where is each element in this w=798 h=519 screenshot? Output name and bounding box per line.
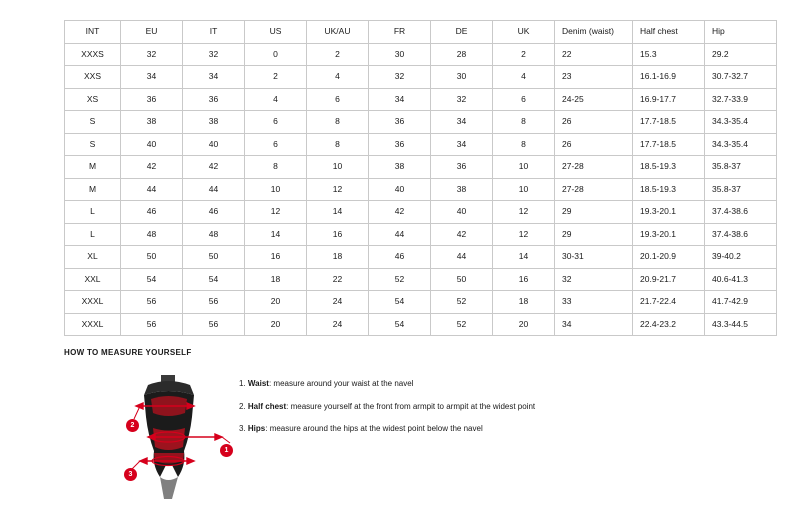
cell-uk-au: 18 [307, 246, 369, 269]
cell-it: 50 [183, 246, 245, 269]
cell-fr: 46 [369, 246, 431, 269]
cell-denim-waist: 26 [555, 133, 633, 156]
cell-half-chest: 19.3-20.1 [633, 223, 705, 246]
cell-half-chest: 17.7-18.5 [633, 111, 705, 134]
instruction-term-half-chest: Half chest [247, 401, 287, 411]
cell-uk-au: 24 [307, 313, 369, 336]
instruction-text-hips: : measure around the hips at the widest point below the navel [265, 424, 483, 434]
cell-denim-waist: 23 [555, 66, 633, 89]
table-row [65, 111, 777, 134]
column-header-de: DE [431, 21, 493, 44]
cell-fr: 42 [369, 201, 431, 224]
column-header-us: US [245, 21, 307, 44]
cell-us: 2 [245, 66, 307, 89]
cell-de: 30 [431, 66, 493, 89]
cell-us: 0 [245, 43, 307, 66]
cell-de: 34 [431, 133, 493, 156]
cell-half-chest: 17.7-18.5 [633, 133, 705, 156]
cell-hip: 35.8-37 [705, 156, 777, 179]
cell-hip: 34.3-35.4 [705, 133, 777, 156]
column-header-fr: FR [369, 21, 431, 44]
cell-uk-au: 12 [307, 178, 369, 201]
table-row [65, 178, 777, 201]
cell-int: L [65, 223, 121, 246]
cell-uk: 16 [493, 268, 555, 291]
table-header-row [65, 21, 777, 44]
size-chart-table [64, 20, 777, 336]
table-row [65, 246, 777, 269]
cell-hip: 34.3-35.4 [705, 111, 777, 134]
cell-eu: 42 [121, 156, 183, 179]
cell-it: 56 [183, 291, 245, 314]
cell-uk: 8 [493, 133, 555, 156]
badge-waist: 1 [220, 444, 233, 457]
cell-hip: 37.4-38.6 [705, 223, 777, 246]
cell-int: XS [65, 88, 121, 111]
cell-half-chest: 16.1-16.9 [633, 66, 705, 89]
table-row [65, 268, 777, 291]
cell-fr: 44 [369, 223, 431, 246]
cell-int: XXXL [65, 313, 121, 336]
cell-us: 20 [245, 291, 307, 314]
cell-eu: 50 [121, 246, 183, 269]
cell-eu: 48 [121, 223, 183, 246]
cell-hip: 29.2 [705, 43, 777, 66]
cell-uk: 10 [493, 156, 555, 179]
instruction-number-half-chest: 2. [239, 401, 246, 411]
cell-it: 32 [183, 43, 245, 66]
instruction-number-hips: 3. [239, 424, 246, 434]
instruction-text-waist: : measure around your waist at the navel [268, 379, 414, 388]
cell-denim-waist: 30-31 [555, 246, 633, 269]
cell-denim-waist: 26 [555, 111, 633, 134]
cell-it: 46 [183, 201, 245, 224]
cell-uk-au: 10 [307, 156, 369, 179]
cell-de: 36 [431, 156, 493, 179]
cell-us: 6 [245, 111, 307, 134]
cell-us: 6 [245, 133, 307, 156]
cell-de: 38 [431, 178, 493, 201]
list-item [239, 402, 759, 412]
cell-fr: 30 [369, 43, 431, 66]
cell-fr: 38 [369, 156, 431, 179]
cell-hip: 30.7-32.7 [705, 66, 777, 89]
cell-int: L [65, 201, 121, 224]
table-row [65, 313, 777, 336]
cell-uk: 18 [493, 291, 555, 314]
table-body [65, 43, 777, 336]
cell-int: S [65, 133, 121, 156]
cell-denim-waist: 29 [555, 223, 633, 246]
cell-de: 44 [431, 246, 493, 269]
cell-hip: 39-40.2 [705, 246, 777, 269]
column-header-denim-waist: Denim (waist) [555, 21, 633, 44]
instruction-term-hips: Hips [247, 424, 266, 434]
cell-denim-waist: 24-25 [555, 88, 633, 111]
cell-eu: 38 [121, 111, 183, 134]
cell-fr: 34 [369, 88, 431, 111]
mannequin-figure [104, 373, 234, 503]
table-row [65, 201, 777, 224]
cell-uk-au: 8 [307, 133, 369, 156]
cell-us: 20 [245, 313, 307, 336]
cell-de: 42 [431, 223, 493, 246]
cell-denim-waist: 27-28 [555, 178, 633, 201]
table-row [65, 88, 777, 111]
cell-de: 40 [431, 201, 493, 224]
cell-fr: 36 [369, 111, 431, 134]
cell-hip: 43.3-44.5 [705, 313, 777, 336]
column-header-hip: Hip [705, 21, 777, 44]
cell-uk-au: 2 [307, 43, 369, 66]
cell-uk-au: 22 [307, 268, 369, 291]
cell-uk: 12 [493, 223, 555, 246]
cell-uk: 14 [493, 246, 555, 269]
cell-it: 56 [183, 313, 245, 336]
cell-denim-waist: 27-28 [555, 156, 633, 179]
cell-uk-au: 8 [307, 111, 369, 134]
cell-eu: 32 [121, 43, 183, 66]
column-header-half-chest: Half chest [633, 21, 705, 44]
cell-half-chest: 22.4-23.2 [633, 313, 705, 336]
cell-half-chest: 19.3-20.1 [633, 201, 705, 224]
cell-uk: 4 [493, 66, 555, 89]
cell-us: 14 [245, 223, 307, 246]
list-item [239, 379, 759, 389]
cell-it: 42 [183, 156, 245, 179]
cell-uk: 10 [493, 178, 555, 201]
cell-denim-waist: 29 [555, 201, 633, 224]
cell-int: S [65, 111, 121, 134]
cell-it: 40 [183, 133, 245, 156]
how-to-measure-section [64, 348, 764, 502]
cell-it: 34 [183, 66, 245, 89]
instruction-text-half-chest: : measure yourself at the front from armpit to armpit at the widest point [286, 401, 536, 411]
cell-fr: 36 [369, 133, 431, 156]
cell-hip: 35.8-37 [705, 178, 777, 201]
cell-eu: 36 [121, 88, 183, 111]
cell-fr: 54 [369, 313, 431, 336]
table-row [65, 133, 777, 156]
cell-eu: 46 [121, 201, 183, 224]
column-header-eu: EU [121, 21, 183, 44]
cell-us: 8 [245, 156, 307, 179]
cell-it: 38 [183, 111, 245, 134]
table-row [65, 291, 777, 314]
cell-fr: 52 [369, 268, 431, 291]
cell-uk: 12 [493, 201, 555, 224]
cell-hip: 40.6-41.3 [705, 268, 777, 291]
list-item [239, 424, 759, 434]
column-header-uk-au: UK/AU [307, 21, 369, 44]
cell-half-chest: 20.9-21.7 [633, 268, 705, 291]
cell-hip: 32.7-33.9 [705, 88, 777, 111]
table-row [65, 66, 777, 89]
cell-eu: 44 [121, 178, 183, 201]
column-header-uk: UK [493, 21, 555, 44]
cell-uk: 2 [493, 43, 555, 66]
cell-de: 34 [431, 111, 493, 134]
cell-denim-waist: 22 [555, 43, 633, 66]
cell-eu: 34 [121, 66, 183, 89]
cell-de: 28 [431, 43, 493, 66]
cell-half-chest: 21.7-22.4 [633, 291, 705, 314]
cell-int: M [65, 156, 121, 179]
cell-half-chest: 18.5-19.3 [633, 156, 705, 179]
cell-us: 10 [245, 178, 307, 201]
cell-it: 36 [183, 88, 245, 111]
size-chart-container [64, 20, 748, 336]
cell-fr: 40 [369, 178, 431, 201]
instruction-term-waist: Waist [247, 379, 269, 388]
how-to-measure-title: HOW TO MEASURE YOURSELF [64, 348, 192, 357]
cell-int: M [65, 178, 121, 201]
cell-int: XXL [65, 268, 121, 291]
cell-de: 32 [431, 88, 493, 111]
cell-eu: 56 [121, 291, 183, 314]
cell-eu: 56 [121, 313, 183, 336]
cell-de: 50 [431, 268, 493, 291]
table-row [65, 223, 777, 246]
cell-denim-waist: 33 [555, 291, 633, 314]
cell-de: 52 [431, 313, 493, 336]
cell-it: 48 [183, 223, 245, 246]
measurement-instructions-list [239, 379, 759, 447]
cell-de: 52 [431, 291, 493, 314]
cell-hip: 37.4-38.6 [705, 201, 777, 224]
cell-int: XXXL [65, 291, 121, 314]
instruction-number-waist: 1. [239, 379, 246, 388]
cell-half-chest: 16.9-17.7 [633, 88, 705, 111]
cell-denim-waist: 32 [555, 268, 633, 291]
cell-it: 54 [183, 268, 245, 291]
cell-int: XXS [65, 66, 121, 89]
cell-denim-waist: 34 [555, 313, 633, 336]
cell-fr: 32 [369, 66, 431, 89]
cell-fr: 54 [369, 291, 431, 314]
cell-eu: 54 [121, 268, 183, 291]
cell-us: 12 [245, 201, 307, 224]
column-header-int: INT [65, 21, 121, 44]
cell-hip: 41.7-42.9 [705, 291, 777, 314]
cell-int: XL [65, 246, 121, 269]
cell-int: XXXS [65, 43, 121, 66]
column-header-it: IT [183, 21, 245, 44]
table-header [65, 21, 777, 44]
cell-us: 18 [245, 268, 307, 291]
cell-uk-au: 6 [307, 88, 369, 111]
cell-half-chest: 15.3 [633, 43, 705, 66]
cell-it: 44 [183, 178, 245, 201]
table-row [65, 156, 777, 179]
badge-hips: 3 [124, 468, 137, 481]
cell-uk-au: 16 [307, 223, 369, 246]
cell-uk-au: 4 [307, 66, 369, 89]
cell-eu: 40 [121, 133, 183, 156]
table-row [65, 43, 777, 66]
cell-uk: 6 [493, 88, 555, 111]
cell-uk-au: 24 [307, 291, 369, 314]
cell-us: 16 [245, 246, 307, 269]
cell-us: 4 [245, 88, 307, 111]
cell-uk: 8 [493, 111, 555, 134]
how-to-measure-body [64, 367, 764, 502]
cell-uk: 20 [493, 313, 555, 336]
mannequin-icon [104, 373, 234, 503]
cell-half-chest: 20.1-20.9 [633, 246, 705, 269]
cell-uk-au: 14 [307, 201, 369, 224]
cell-half-chest: 18.5-19.3 [633, 178, 705, 201]
badge-half-chest: 2 [126, 419, 139, 432]
